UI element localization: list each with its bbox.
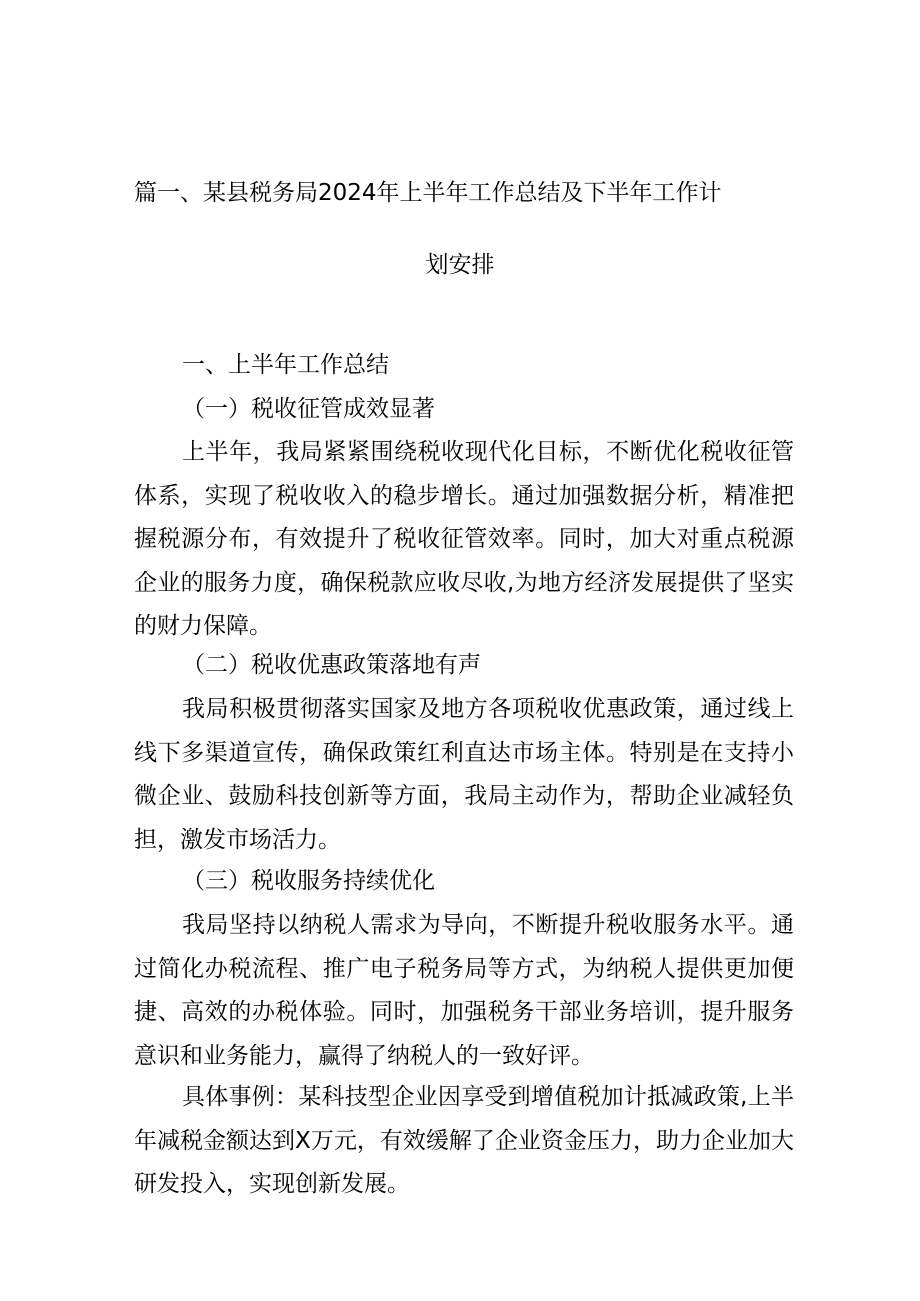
subsection-heading-preferential-policies: （二）税收优惠政策落地有声: [182, 652, 481, 678]
paragraph-tax-service: 我局坚持以纳税人需求为导向，不断提升税收服务水平。通过简化办税流程、推广电子税务局等方式，为纳税人提供更加便捷、高效的办税体验。同时，加强税务干部业务培训，提升服务意识和业务能力，赢得了纳税人的一致好评。: [134, 912, 794, 1069]
document-title-line-1: 篇一、某县税务局2024年上半年工作总结及下半年工作计: [134, 180, 722, 206]
paragraph-specific-example: 具体事例：某科技型企业因享受到增值税加计抵减政策,上半年减税金额达到X万元，有效缓解了企业资金压力，助力企业加大研发投入，实现创新发展。: [134, 1084, 794, 1197]
paragraph-preferential-policies: 我局积极贯彻落实国家及地方各项税收优惠政策，通过线上线下多渠道宣传，确保政策红利直达市场主体。特别是在支持小微企业、鼓励科技创新等方面，我局主动作为，帮助企业减轻负担，激发市场活力。: [134, 696, 794, 853]
document-title-line-2: [0, 245, 920, 285]
subsection-heading-tax-collection: （一）税收征管成效显著: [182, 396, 435, 422]
document-title-line-2-text: 划安排: [425, 252, 495, 278]
paragraph-tax-collection: 上半年，我局紧紧围绕税收现代化目标，不断优化税收征管体系，实现了税收收入的稳步增长。通过加强数据分析，精准把握税源分布，有效提升了税收征管效率。同时，加大对重点税源企业的服务力度，确保税款应收尽收,为地方经济发展提供了坚实的财力保障。: [134, 439, 794, 639]
section-heading-first-half-summary: 一、上半年工作总结: [182, 352, 389, 378]
subsection-heading-tax-service: （三）税收服务持续优化: [182, 868, 435, 894]
